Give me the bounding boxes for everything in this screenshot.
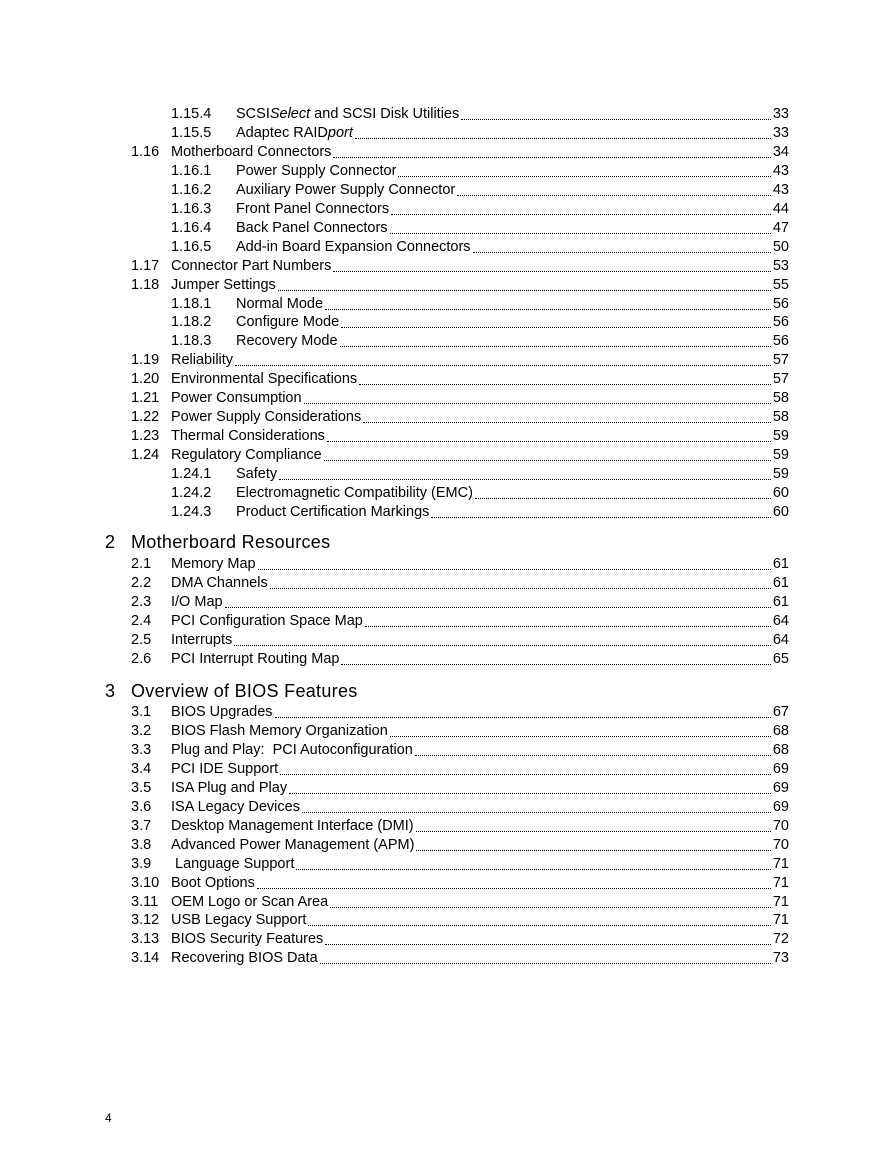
toc-entry-number: 1.18	[131, 276, 160, 293]
toc-entry-title-part: SCSI	[236, 106, 270, 122]
toc-entry[interactable]	[171, 332, 789, 351]
toc-entry-page: 67	[772, 704, 789, 720]
toc-entry-page: 59	[772, 447, 789, 464]
toc-leader-dots	[333, 271, 770, 272]
toc-entry-number: 2.6	[131, 650, 152, 667]
toc-leader-dots	[324, 460, 771, 461]
toc-entry[interactable]	[131, 911, 789, 930]
toc-leader-dots	[304, 403, 771, 404]
toc-entry[interactable]	[131, 143, 789, 162]
toc-entry-title: Motherboard Connectors	[171, 143, 332, 160]
chapter-heading-3	[105, 680, 358, 702]
toc-entry-page: 56	[772, 295, 789, 312]
toc-entry-page: 71	[772, 874, 789, 891]
toc-leader-dots	[270, 588, 771, 589]
toc-entry-number: 3.10	[131, 874, 160, 891]
toc-entry[interactable]	[131, 631, 789, 650]
toc-entry-title: Reliability	[171, 352, 234, 369]
toc-leader-dots	[296, 869, 771, 870]
toc-leader-dots	[234, 645, 771, 646]
toc-entry-page: 58	[772, 390, 789, 407]
toc-entry-number: 2.3	[131, 593, 152, 610]
toc-entry[interactable]	[171, 313, 789, 332]
toc-entry[interactable]	[171, 503, 789, 522]
toc-entry[interactable]	[171, 219, 789, 238]
toc-leader-dots	[340, 346, 771, 347]
toc-leader-dots	[279, 479, 771, 480]
toc-entry-title: ISA Legacy Devices	[171, 798, 300, 815]
toc-entry[interactable]	[131, 760, 789, 779]
toc-entry-page: 69	[772, 798, 789, 815]
toc-entry-number: 1.18.2	[171, 314, 212, 331]
toc-entry-title: Jumper Settings	[171, 276, 276, 293]
toc-entry-page: 64	[772, 631, 789, 648]
toc-entry[interactable]	[131, 408, 789, 427]
toc-entry-number: 3.14	[131, 950, 160, 967]
toc-leader-dots	[473, 252, 771, 253]
toc-leader-dots	[235, 365, 771, 366]
toc-entry-page: 44	[772, 200, 789, 217]
toc-leader-dots	[257, 888, 771, 889]
toc-leader-dots	[475, 498, 771, 499]
toc-entry-number: 1.24	[131, 447, 160, 464]
toc-entry-number: 2.5	[131, 631, 152, 648]
toc-leader-dots	[390, 736, 771, 737]
toc-leader-dots	[325, 944, 771, 945]
chapter-number: 3	[105, 681, 116, 701]
toc-entry[interactable]	[131, 555, 789, 574]
chapter-title: Motherboard Resources	[131, 532, 331, 552]
toc-entry[interactable]	[131, 741, 789, 760]
toc-entry-title: I/O Map	[171, 593, 223, 610]
toc-leader-dots	[308, 925, 770, 926]
toc-entry[interactable]	[131, 930, 789, 949]
toc-entry-page: 43	[772, 181, 789, 198]
toc-entry-number: 1.16	[131, 143, 160, 160]
toc-entry[interactable]	[131, 370, 789, 389]
toc-entry-page: 56	[772, 333, 789, 350]
toc-entry-page: 50	[772, 238, 789, 255]
toc-entry-title: Normal Mode	[236, 295, 324, 312]
toc-entry[interactable]	[171, 124, 789, 143]
toc-entry[interactable]	[171, 162, 789, 181]
toc-entry-title: Power Consumption	[171, 390, 302, 407]
toc-entry-title: Back Panel Connectors	[236, 219, 388, 236]
toc-entry-page: 68	[772, 741, 789, 758]
toc-entry[interactable]	[171, 200, 789, 219]
toc-entry[interactable]	[171, 181, 789, 200]
toc-entry-number: 3.1	[131, 704, 152, 720]
toc-entry-number: 1.18.1	[171, 295, 212, 312]
toc-entry[interactable]	[131, 779, 789, 798]
toc-entry-title: ISA Plug and Play	[171, 779, 288, 796]
toc-entry-title-part: Adaptec RAID	[236, 124, 328, 141]
toc-entry-number: 1.24.3	[171, 503, 212, 520]
toc-entry[interactable]	[131, 893, 789, 912]
toc-entry-title: Front Panel Connectors	[236, 200, 390, 217]
toc-entry-title: Language Support	[171, 855, 295, 872]
toc-entry-title: Regulatory Compliance	[171, 447, 322, 464]
toc-leader-dots	[365, 626, 771, 627]
toc-entry-number: 3.11	[131, 893, 159, 910]
toc-entry-page: 69	[772, 779, 789, 796]
toc-leader-dots	[278, 290, 771, 291]
toc-entry-page: 72	[772, 931, 789, 948]
toc-entry[interactable]	[131, 574, 789, 593]
toc-entry-page: 53	[772, 257, 789, 274]
toc-entry[interactable]	[171, 295, 789, 314]
toc-leader-dots	[258, 569, 771, 570]
toc-entry-title: Electromagnetic Compatibility (EMC)	[236, 485, 473, 501]
toc-entry-page: 65	[772, 650, 789, 667]
toc-leader-dots	[431, 517, 770, 518]
toc-entry-title: Power Supply Considerations	[171, 409, 362, 426]
toc-entry[interactable]	[131, 593, 789, 612]
toc-entry-page: 47	[772, 219, 789, 236]
toc-entry-page: 69	[772, 760, 789, 777]
toc-entry[interactable]	[131, 703, 789, 722]
toc-entry[interactable]	[131, 949, 789, 968]
toc-entry-page: 59	[772, 428, 789, 445]
toc-entry[interactable]	[131, 446, 789, 465]
toc-entry-page: 60	[772, 503, 789, 520]
toc-leader-dots	[415, 755, 771, 756]
toc-entry-page: 73	[772, 950, 789, 967]
toc-entry-page: 71	[772, 893, 789, 910]
toc-entry-number: 1.15.4	[171, 106, 212, 122]
toc-entry-title: Recovery Mode	[236, 333, 338, 350]
toc-leader-dots	[320, 963, 771, 964]
toc-entry-title: Interrupts	[171, 631, 233, 648]
toc-entry-number: 1.15.5	[171, 124, 212, 141]
toc-entry-title: Power Supply Connector	[236, 162, 397, 179]
toc-entry[interactable]	[131, 351, 789, 370]
toc-entry-number: 3.7	[131, 817, 152, 834]
toc-entry-page: 70	[772, 836, 789, 853]
toc-entry-title: Thermal Considerations	[171, 428, 325, 445]
toc-entry-title: Desktop Management Interface (DMI)	[171, 817, 414, 834]
toc-entry-number: 1.22	[131, 409, 160, 426]
toc-entry-number: 2.4	[131, 612, 152, 629]
toc-entry-page: 34	[772, 143, 789, 160]
toc-leader-dots	[289, 793, 771, 794]
toc-entry-number: 3.12	[131, 912, 160, 929]
toc-entry-page: 60	[772, 485, 789, 501]
toc-entry-title: BIOS Flash Memory Organization	[171, 722, 388, 739]
toc-entry-title: PCI IDE Support	[171, 760, 279, 777]
toc-entry-title: Boot Options	[171, 874, 255, 891]
toc-entry-page: 56	[772, 314, 789, 331]
toc-entry-number: 3.5	[131, 779, 152, 796]
toc-leader-dots	[398, 176, 770, 177]
toc-leader-dots	[391, 214, 771, 215]
toc-leader-dots	[390, 233, 771, 234]
toc-entry-number: 3.4	[131, 760, 152, 777]
toc-entry-number: 3.8	[131, 836, 152, 853]
toc-entry-number: 1.21	[131, 390, 160, 407]
toc-entry[interactable]	[131, 855, 789, 874]
toc-entry[interactable]	[131, 257, 789, 276]
toc-entry-page: 55	[772, 276, 789, 293]
toc-entry-page: 59	[772, 466, 789, 483]
toc-entry-page: 61	[772, 556, 789, 572]
toc-entry-number: 1.16.2	[171, 181, 212, 198]
toc-entry[interactable]	[131, 798, 789, 817]
toc-entry-title: DMA Channels	[171, 574, 268, 591]
toc-entry-page: 58	[772, 409, 789, 426]
toc-entry-title-part: and SCSI Disk Utilities	[310, 106, 460, 122]
toc-entry-number: 3.3	[131, 741, 152, 758]
toc-entry[interactable]	[131, 276, 789, 295]
toc-entry-number: 1.19	[131, 352, 160, 369]
toc-entry[interactable]	[131, 722, 789, 741]
toc-entry-page: 33	[772, 124, 789, 141]
toc-leader-dots	[225, 607, 771, 608]
toc-entry-number: 2.1	[131, 556, 152, 572]
toc-entry-number: 1.16.5	[171, 238, 212, 255]
toc-entry-number: 1.20	[131, 371, 160, 388]
toc-leader-dots	[327, 441, 771, 442]
toc-entry-title: Connector Part Numbers	[171, 257, 332, 274]
toc-entry-title	[236, 105, 460, 124]
toc-entry[interactable]	[131, 836, 789, 855]
toc-entry[interactable]	[131, 650, 789, 669]
toc-entry-title: Auxiliary Power Supply Connector	[236, 181, 456, 198]
toc-entry[interactable]	[171, 465, 789, 484]
toc-entry-number: 1.17	[131, 257, 160, 274]
toc-entry-title: Memory Map	[171, 556, 256, 572]
toc-entry-number: 3.6	[131, 798, 152, 815]
toc-entry-page: 61	[772, 593, 789, 610]
toc-entry[interactable]	[171, 105, 789, 124]
toc-entry-page: 43	[772, 162, 789, 179]
toc-entry-number: 1.16.3	[171, 200, 212, 217]
toc-leader-dots	[341, 327, 771, 328]
toc-entry-page: 71	[772, 855, 789, 872]
toc-entry-number: 1.23	[131, 428, 160, 445]
toc-entry-number: 3.13	[131, 931, 160, 948]
chapter-number: 2	[105, 532, 116, 552]
toc-entry-title: Configure Mode	[236, 314, 340, 331]
toc-entry-title: Add-in Board Expansion Connectors	[236, 238, 471, 255]
toc-leader-dots	[333, 157, 770, 158]
toc-entry-title: Plug and Play: PCI Autoconfiguration	[171, 741, 413, 758]
toc-entry-number: 2.2	[131, 574, 152, 591]
chapter-title: Overview of BIOS Features	[131, 681, 358, 701]
toc-entry-title: BIOS Upgrades	[171, 704, 273, 720]
toc-leader-dots	[461, 119, 771, 120]
toc-leader-dots	[416, 831, 771, 832]
toc-leader-dots	[275, 717, 771, 718]
toc-entry-number: 3.2	[131, 722, 152, 739]
toc-entry-page: 57	[772, 352, 789, 369]
toc-entry-title: Safety	[236, 466, 278, 483]
toc-leader-dots	[359, 384, 771, 385]
toc-entry-number: 3.9	[131, 855, 152, 872]
toc-entry-page: 33	[772, 106, 789, 122]
toc-entry-page: 57	[772, 371, 789, 388]
toc-entry[interactable]	[131, 389, 789, 408]
toc-entry-title: OEM Logo or Scan Area	[171, 893, 329, 910]
toc-leader-dots	[325, 309, 771, 310]
toc-leader-dots	[355, 138, 771, 139]
toc-entry-title: Environmental Specifications	[171, 371, 358, 388]
toc-entry-title: PCI Interrupt Routing Map	[171, 650, 340, 667]
toc-entry-title-italic: Select	[269, 106, 311, 122]
toc-entry-number: 1.16.4	[171, 219, 212, 236]
toc-entry[interactable]	[171, 484, 789, 503]
toc-entry[interactable]	[131, 427, 789, 446]
toc-entry-title: PCI Configuration Space Map	[171, 612, 363, 629]
chapter-heading-2	[105, 531, 330, 553]
toc-leader-dots	[416, 850, 770, 851]
toc-entry[interactable]	[171, 238, 789, 257]
toc-entry-page: 70	[772, 817, 789, 834]
toc-leader-dots	[330, 907, 771, 908]
toc-entry-page: 64	[772, 612, 789, 629]
toc-leader-dots	[363, 422, 771, 423]
toc-entry-page: 61	[772, 574, 789, 591]
toc-entry-title-italic: port	[327, 124, 353, 141]
toc-entry[interactable]	[131, 612, 789, 631]
toc-entry-title: Recovering BIOS Data	[171, 950, 318, 967]
toc-entry-number: 1.24.1	[171, 466, 212, 483]
toc-leader-dots	[280, 774, 771, 775]
toc-leader-dots	[302, 812, 771, 813]
toc-entry[interactable]	[131, 817, 789, 836]
toc-entry-title: Advanced Power Management (APM)	[171, 836, 415, 853]
toc-entry-title: BIOS Security Features	[171, 931, 324, 948]
toc-entry-number: 1.16.1	[171, 162, 212, 179]
toc-entry-title	[236, 124, 354, 143]
toc-leader-dots	[341, 664, 770, 665]
toc-entry-number: 1.18.3	[171, 333, 212, 350]
toc-entry-title: USB Legacy Support	[171, 912, 307, 929]
toc-entry-number: 1.24.2	[171, 485, 212, 501]
toc-entry-page: 71	[772, 912, 789, 929]
toc-leader-dots	[457, 195, 771, 196]
toc-entry-title: Product Certification Markings	[236, 503, 430, 520]
toc-entry-page: 68	[772, 722, 789, 739]
toc-entry[interactable]	[131, 874, 789, 893]
page-number: 4	[105, 1111, 112, 1125]
